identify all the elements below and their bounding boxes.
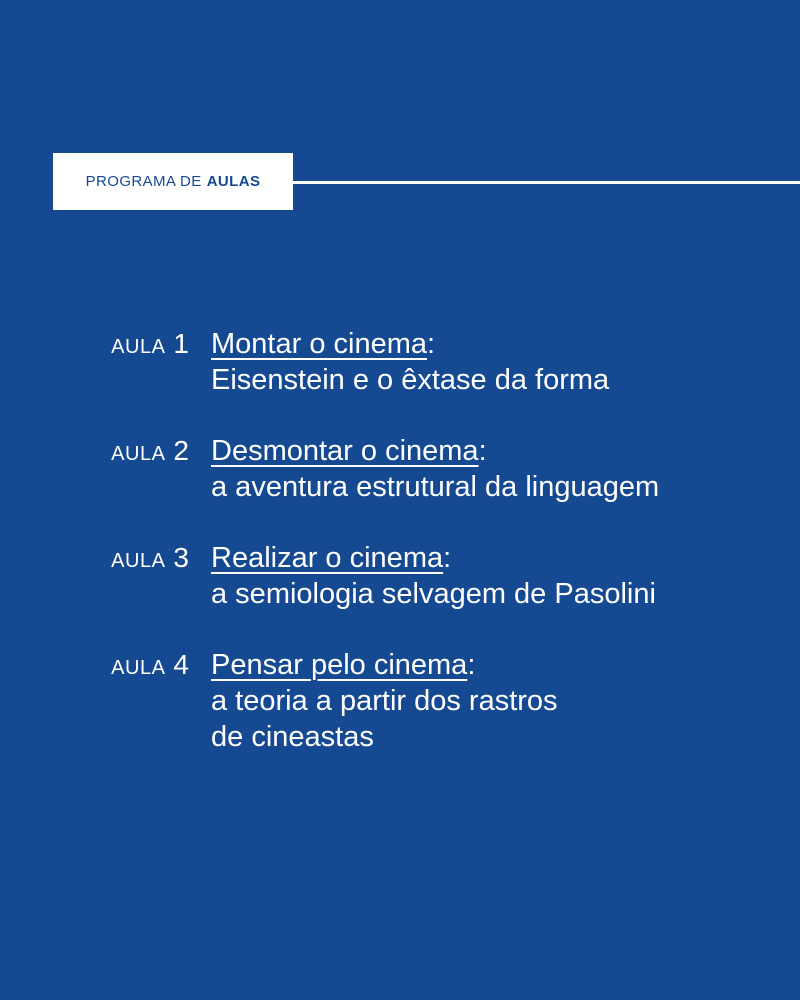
lesson-title xyxy=(211,328,435,360)
lesson-title xyxy=(211,435,487,467)
lesson-subtitle-line: de cineastas xyxy=(211,721,374,753)
lesson-aula-word: AULA xyxy=(111,550,166,572)
lesson-number: 3 xyxy=(173,542,189,573)
lesson-aula-word: AULA xyxy=(111,443,166,465)
lesson-text xyxy=(211,433,659,505)
lesson-title xyxy=(211,649,475,681)
lesson-title-text: Realizar o cinema xyxy=(211,542,444,574)
lesson-text xyxy=(211,540,656,612)
lesson-text xyxy=(211,647,558,755)
lesson-title-text: Desmontar o cinema xyxy=(211,435,479,467)
lesson-title-suffix: : xyxy=(467,649,476,681)
lesson-subtitle-line: a aventura estrutural da linguagem xyxy=(211,471,660,503)
lesson-subtitle-line: a semiologia selvagem de Pasolini xyxy=(211,578,656,610)
program-header-badge xyxy=(53,153,293,210)
lesson-subtitle-line: a teoria a partir dos rastros xyxy=(211,685,558,717)
lesson-number: 1 xyxy=(173,328,189,359)
lesson-aula-word: AULA xyxy=(111,336,166,358)
lesson-aula-word: AULA xyxy=(111,657,166,679)
lesson-title-suffix: : xyxy=(427,328,436,360)
lesson-label xyxy=(111,647,189,686)
lesson-number: 2 xyxy=(173,435,189,466)
lesson-label xyxy=(111,326,189,365)
header-label-regular: PROGRAMA DE xyxy=(85,173,202,190)
lesson-title-suffix: : xyxy=(478,435,487,467)
lesson-title-suffix: : xyxy=(443,542,452,574)
header-divider-line xyxy=(293,181,800,184)
lesson-number: 4 xyxy=(173,649,189,680)
lesson-label xyxy=(111,433,189,472)
lesson-text xyxy=(211,326,609,398)
lesson-title-text: Pensar pelo cinema xyxy=(211,649,468,681)
lesson-title xyxy=(211,542,451,574)
header-label-bold: AULAS xyxy=(206,173,261,190)
lesson-title-text: Montar o cinema xyxy=(211,328,427,360)
lesson-subtitle-line: Eisenstein e o êxtase da forma xyxy=(211,364,610,396)
lesson-label xyxy=(111,540,189,579)
